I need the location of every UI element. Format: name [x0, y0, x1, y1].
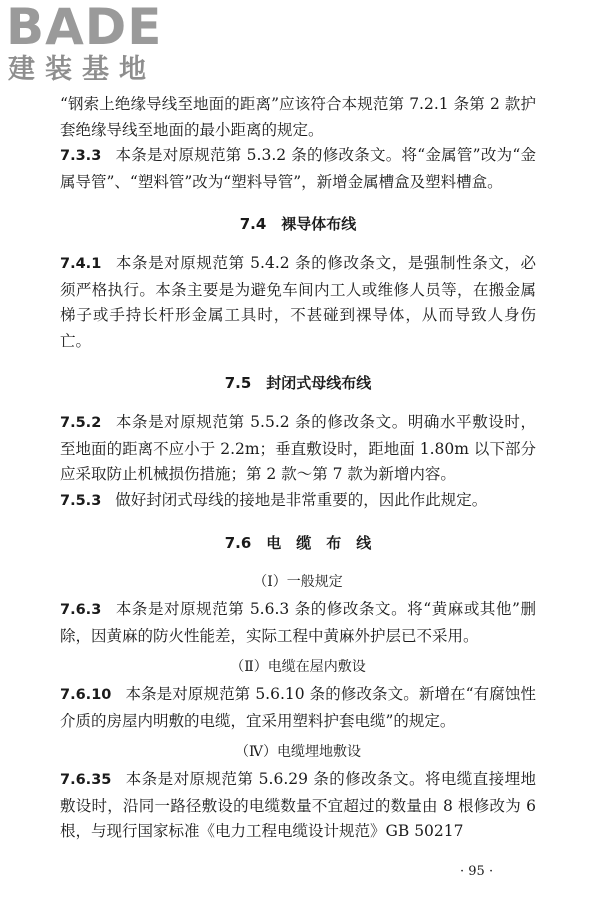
clause-7-6-3 [60, 597, 536, 649]
logo [6, 2, 186, 88]
clause-7-5-3 [60, 488, 536, 515]
subsection-heading-buried: （Ⅳ）电缆埋地敷设 [235, 744, 361, 760]
clause-7-3-3 [60, 143, 536, 195]
clause-number: 7.4.1 [60, 256, 102, 272]
clause-text: 本条是对原规范第 5.6.10 条的修改条文。新增在“有腐蚀性介质的房屋内明敷的电缆，宜采用塑料护套电缆”的规定。 [60, 685, 536, 730]
logo-text-en: BADE [6, 0, 163, 56]
clause-number: 7.5.3 [60, 492, 102, 509]
clause-number: 7.6.3 [60, 602, 102, 618]
section-heading-7-6: 7.6 电 缆 布 线 [224, 534, 372, 552]
subsection-heading-indoor: （Ⅱ）电缆在屋内敷设 [230, 659, 366, 675]
clause-7-6-35 [60, 767, 536, 845]
clause-text: 本条是对原规范第 5.6.29 条的修改条文。将电缆直接埋地敷设时，沿同一路径敷设的电缆数量不宜超过的数量由 8 根修改为 6 根，与现行国家标准《电力工程电缆设计规范》GB 50217 [60, 770, 536, 840]
clause-number: 7.3.3 [60, 148, 102, 164]
subsection-heading-general: （Ⅰ）一般规定 [253, 574, 343, 590]
clause-text: 本条是对原规范第 5.6.3 条的修改条文。将“黄麻或其他”删除，因黄麻的防火性能差，实际工程中黄麻外护层已不采用。 [60, 600, 536, 645]
section-heading-7-4: 7.4 裸导体布线 [239, 215, 357, 233]
clause-text: 本条是对原规范第 5.3.2 条的修改条文。将“金属管”改为“金属导管”、“塑料管”改为“塑料导管”，新增金属槽盒及塑料槽盒。 [60, 146, 536, 191]
clause-7-6-10 [60, 682, 536, 734]
clause-text: 本条是对原规范第 5.5.2 条的修改条文。明确水平敷设时，至地面的距离不应小于 2.2m；垂直敷设时，距地面 1.80m 以下部分应采取防止机械损伤措施；第 2 款～第 7 款为新增内容。 [60, 413, 536, 483]
clause-text: 本条是对原规范第 5.4.2 条的修改条文，是强制性条文，必须严格执行。本条主要是为避免车间内工人或维修人员等，在搬金属梯子或手持长杆形金属工具时，不甚碰到裸导体，从而导致人身伤亡。 [60, 254, 536, 350]
paragraph-continuation: “钢索上绝缘导线至地面的距离”应该符合本规范第 7.2.1 条第 2 款护套绝缘导线至地面的最小距离的规定。 [60, 95, 536, 139]
clause-number: 7.6.35 [60, 772, 112, 788]
section-heading-7-5: 7.5 封闭式母线布线 [224, 374, 372, 392]
clause-7-4-1 [60, 251, 536, 354]
logo-text-cn: 建装基地 [8, 54, 156, 85]
clause-7-5-2 [60, 410, 536, 488]
page-content [60, 92, 536, 845]
clause-number: 7.5.2 [60, 415, 102, 431]
page-number: · 95 · [460, 864, 494, 879]
clause-number: 7.6.10 [60, 687, 112, 703]
clause-text: 做好封闭式母线的接地是非常重要的，因此作此规定。 [115, 490, 488, 509]
